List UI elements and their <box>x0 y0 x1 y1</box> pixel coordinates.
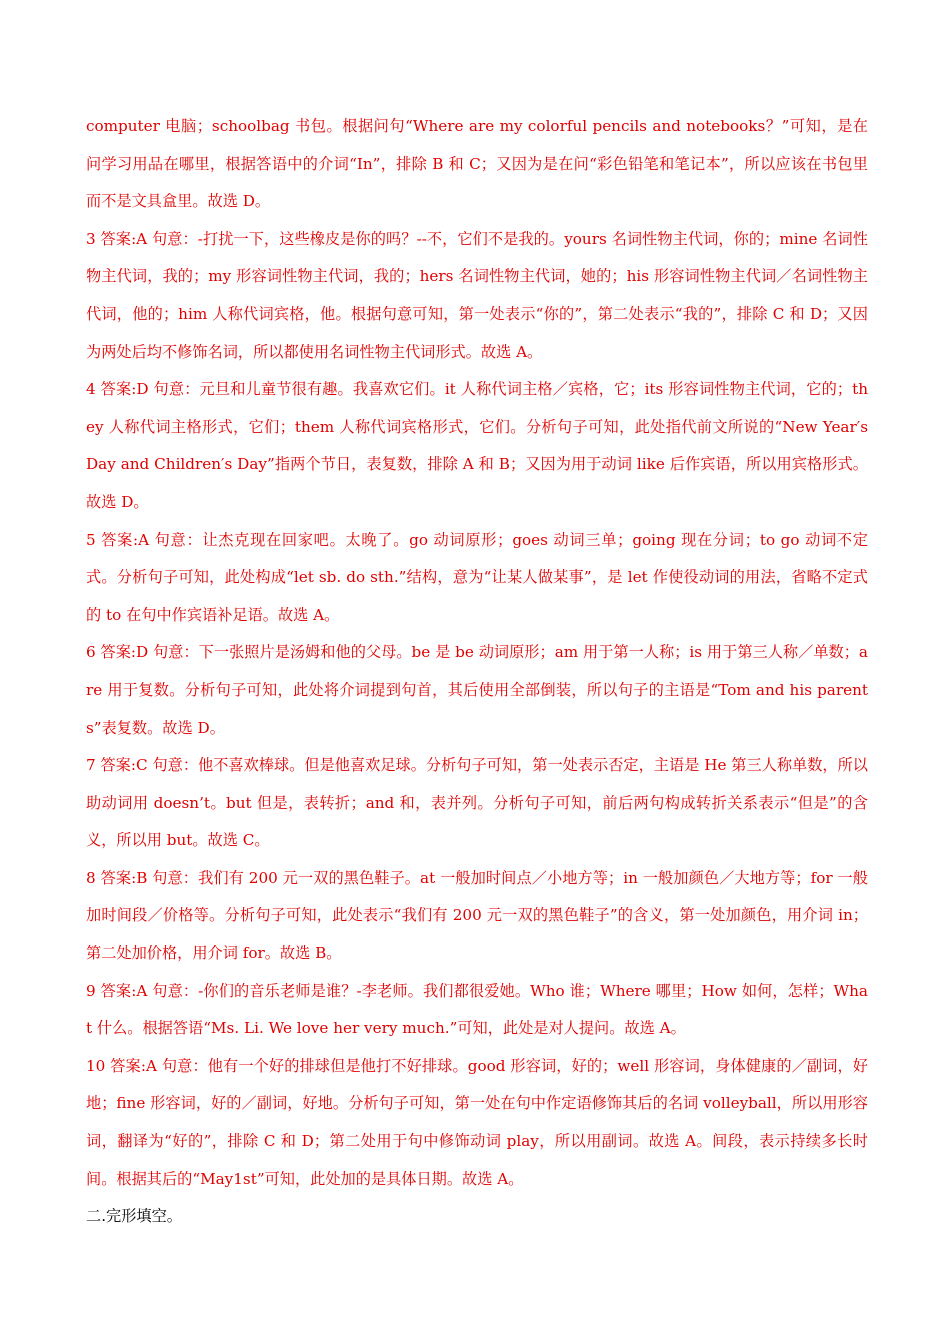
answer-explanation-paragraph: 3 答案:A 句意：-打扰一下，这些橡皮是你的吗？--不，它们不是我的。yours 名词性物主代词，你的；mine 名词性物主代词，我的；my 形容词性物主代词，我的；hers 名词性物主代词，她的；his 形容词性物主代词／名词性物主代词，他的；him 人称代词宾格，他。根据句意可知，第一处表示“你的”，第二处表示“我的”，排除 C 和 D；又因为两处后均不修饰名词，所以都使用名词性物主代词形式。故选 A。 <box>86 229 868 361</box>
answer-explanation-paragraph: 7 答案:C 句意：他不喜欢棒球。但是他喜欢足球。分析句子可知，第一处表示否定，主语是 He 第三人称单数，所以助动词用 doesn’t。but 但是，表转折；and 和，表并列。分析句子可知，前后两句构成转折关系表示“但是”的含义，所以用 but。故选 C。 <box>86 756 868 850</box>
answer-explanation-paragraph: 4 答案:D 句意：元旦和儿童节很有趣。我喜欢它们。it 人称代词主格／宾格，它；its 形容词性物主代词，它的；they 人称代词主格形式，它们；them 人称代词宾格形式，它们。分析句子可知，此处指代前文所说的“New Year′s Day and Children′s Day”指两个节日，表复数，排除 A 和 B；又因为用于动词 like 后作宾语，所以用宾格形式。故选 D。 <box>86 380 868 511</box>
answer-explanation-paragraph: 5 答案:A 句意：让杰克现在回家吧。太晚了。go 动词原形；goes 动词三单；going 现在分词；to go 动词不定式。分析句子可知，此处构成“let sb. do sth.”结构，意为“让某人做某事”，是 let 作使役动词的用法，省略不定式的 to 在句中作宾语补足语。故选 A。 <box>86 530 868 624</box>
answer-explanation-paragraph: computer 电脑；schoolbag 书包。根据问句“Where are my colorful pencils and notebooks？”可知，是在问学习用品在哪里，根据答语中的介词“In”，排除 B 和 C；又因为是在问“彩色铅笔和笔记本”，所以应该在书包里而不是文具盒里。故选 D。 <box>86 117 868 211</box>
section-heading: 二.完形填空。 <box>86 1207 182 1226</box>
answer-explanation-paragraph: 10 答案:A 句意：他有一个好的排球但是他打不好排球。good 形容词，好的；well 形容词，身体健康的／副词，好地；fine 形容词，好的／副词，好地。分析句子可知，第一处在句中作定语修饰其后的名词 volleyball，所以用形容词，翻译为“好的”，排除 C 和 D；第二处用于句中修饰动词 play，所以用副词。故选 A。间段，表示持续多长时间。根据其后的“May1st”可知，此处加的是具体日期。故选 A。 <box>86 1056 868 1188</box>
document-body <box>86 108 868 1236</box>
answer-explanation-paragraph: 6 答案:D 句意：下一张照片是汤姆和他的父母。be 是 be 动词原形；am 用于第一人称；is 用于第三人称／单数；are 用于复数。分析句子可知，此处将介词提到句首，其后使用全部倒装，所以句子的主语是“Tom and his parents”表复数。故选 D。 <box>86 643 868 737</box>
answer-explanation-paragraph: 9 答案:A 句意：-你们的音乐老师是谁？-李老师。我们都很爱她。Who 谁；Where 哪里；How 如何，怎样；What 什么。根据答语“Ms. Li. We love her very much.”可知，此处是对人提问。故选 A。 <box>86 981 868 1038</box>
answer-explanation-paragraph: 8 答案:B 句意：我们有 200 元一双的黑色鞋子。at 一般加时间点／小地方等；in 一般加颜色／大地方等；for 一般加时间段／价格等。分析句子可知，此处表示“我们有 200 元一双的黑色鞋子”的含义，第一处加颜色，用介词 in；第二处加价格，用介词 for。故选 B。 <box>86 868 868 963</box>
